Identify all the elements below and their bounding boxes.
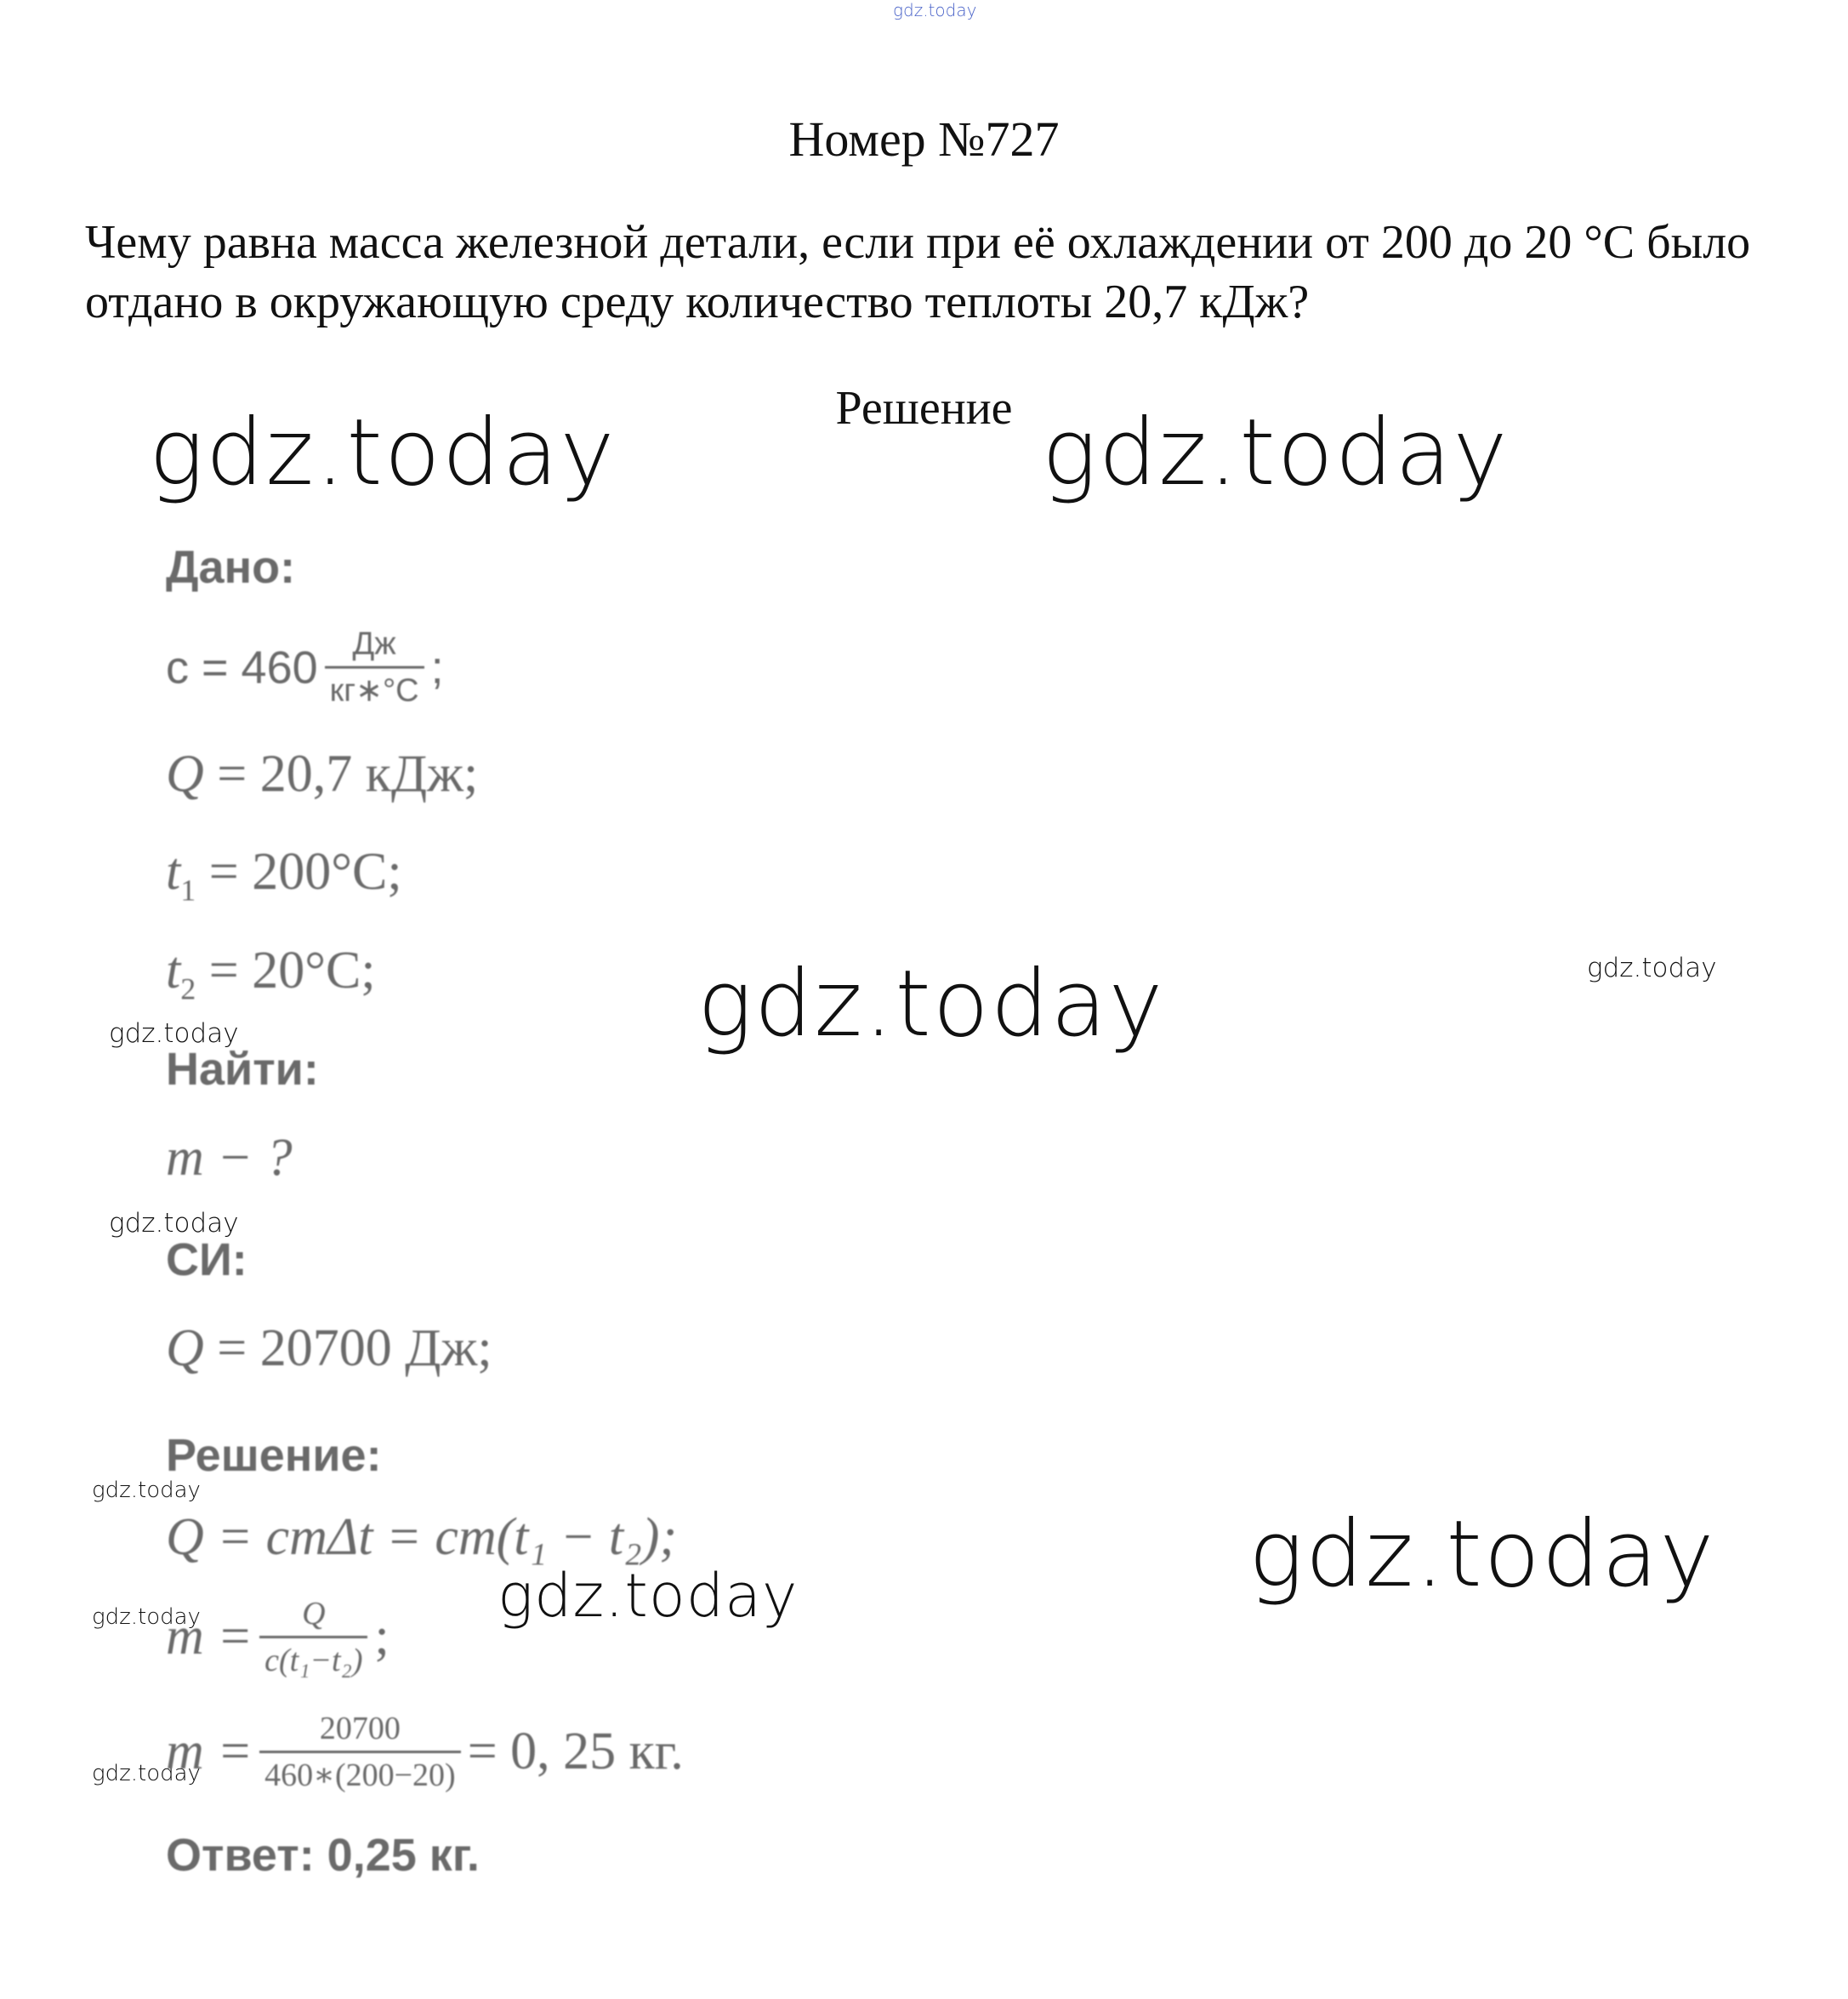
watermark-bottom-right: gdz.today: [1248, 1501, 1716, 1608]
fraction-bar: [259, 1751, 461, 1753]
given-c-prefix: c = 460: [166, 641, 318, 693]
given-c-suffix: ;: [430, 641, 444, 693]
fraction-bar: [259, 1636, 367, 1638]
given-t1-sub: 1: [180, 873, 196, 908]
solution-result: = 0, 25 кг.: [467, 1723, 684, 1780]
given-t2-value: = 20°C;: [208, 942, 376, 1000]
solution-frac2-den: 460∗(200−20): [264, 1757, 456, 1793]
fraction-bar: [325, 666, 424, 669]
answer-text: Ответ: 0,25 кг.: [166, 1830, 480, 1881]
watermark-small-left-2: gdz.today: [109, 1208, 239, 1239]
given-t1-symbol: t: [166, 843, 181, 901]
solution-label: Решение:: [166, 1430, 382, 1481]
solution-fraction-2: [259, 1710, 461, 1794]
solution-formula-3: [166, 1710, 684, 1794]
given-q-symbol: Q: [166, 745, 204, 803]
given-q-line: [166, 744, 478, 805]
find-label: Найти:: [166, 1044, 319, 1095]
watermark-mid-bottom: gdz.today: [498, 1561, 799, 1631]
given-c-unit-num: Дж: [352, 626, 396, 662]
given-c-unit-den: кг∗°C: [329, 673, 419, 709]
given-t2-symbol: t: [166, 942, 181, 1000]
watermark-small-right: gdz.today: [1587, 953, 1717, 983]
find-line: [166, 1128, 293, 1188]
solution-frac2-num: 20700: [319, 1711, 401, 1746]
watermark-small-left-3: gdz.today: [92, 1478, 201, 1503]
solution-formula-1: [166, 1507, 677, 1568]
given-t1-value: = 200°C;: [208, 843, 402, 901]
solution-frac1-num: Q: [302, 1596, 326, 1632]
given-t1-line: [166, 842, 402, 908]
find-value: m − ?: [166, 1129, 293, 1187]
solution-m-eq-2: m =: [166, 1723, 253, 1780]
watermark-small-left-4: gdz.today: [92, 1604, 201, 1630]
solution-fraction-1: [259, 1595, 367, 1679]
si-line: [166, 1318, 492, 1379]
given-c-line: [166, 625, 444, 709]
watermark-center: gdz.today: [697, 951, 1165, 1057]
solution-m-eq: m =: [166, 1608, 253, 1666]
si-q-value: = 20700 Дж;: [217, 1319, 492, 1377]
given-t2-sub: 2: [180, 971, 196, 1006]
given-label: Дано:: [166, 542, 296, 593]
si-label: СИ:: [166, 1234, 247, 1285]
given-c-unit-fraction: [325, 625, 424, 709]
given-t2-line: [166, 941, 376, 1006]
solution-frac1-den: c(t₁−t₂): [264, 1643, 363, 1678]
page-title: Номер №727: [788, 111, 1060, 167]
problem-text: Чему равна масса железной детали, если при её охлаждении от 200 до 20 °C было отдано в окружающую среду количество теплоты 20,7 кДж?: [85, 216, 1751, 328]
watermark-big-right: gdz.today: [1042, 400, 1510, 506]
watermark-small-left-1: gdz.today: [109, 1018, 239, 1049]
si-q-symbol: Q: [166, 1319, 204, 1377]
solution-formula-1-text: Q = cmΔt = cm(t₁ − t₂);: [166, 1508, 677, 1566]
watermark-big-left: gdz.today: [149, 400, 617, 506]
solution-formula-2: [166, 1595, 390, 1679]
solution-heading: Решение: [835, 382, 1013, 435]
given-q-value: = 20,7 кДж;: [217, 745, 479, 803]
watermark-top: gdz.today: [893, 0, 977, 20]
solution-frac1-suffix: ;: [374, 1608, 390, 1666]
watermark-small-left-5: gdz.today: [92, 1761, 201, 1786]
